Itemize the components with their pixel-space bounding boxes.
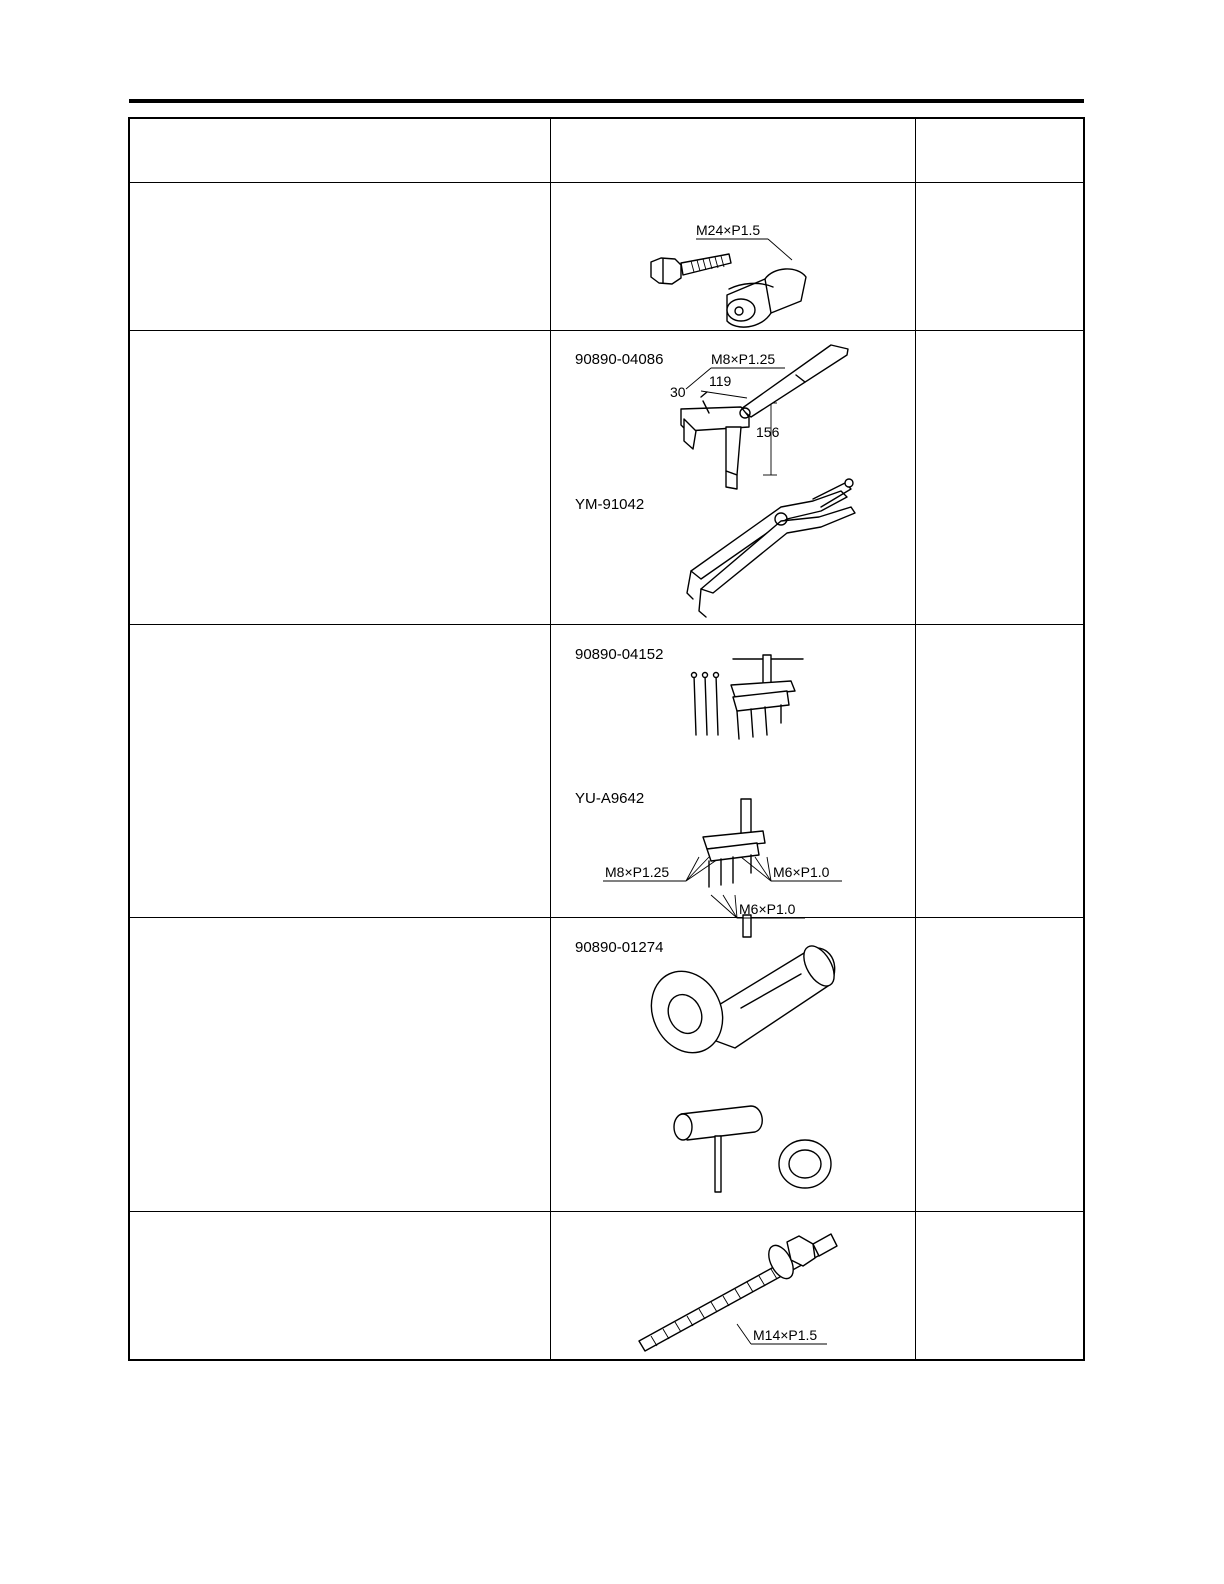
small-puller-illustration [551,779,916,917]
tool-1-illustration-cell [551,183,916,330]
tool-4-part-number: 90890-01274 [575,939,664,956]
special-tools-table [128,117,1085,1361]
tool-3-part-number: 90890-04152 [575,646,664,663]
tool-3-callout-thread-c: M6×P1.0 [739,901,796,917]
installer-illustration [551,918,916,1211]
tool-5-illustration-cell [551,1212,916,1361]
tool-2-callout-dim-119: 119 [709,373,732,389]
tool-4-illustration-cell [551,918,916,1211]
tool-2-part-number-us: YM-91042 [575,496,645,513]
tool-3-callout-thread-a: M8×P1.25 [605,864,670,880]
tool-2-callout-dim-30: 30 [670,384,686,400]
tool-3-part-number-us: YU-A9642 [575,790,645,807]
header-rule [129,99,1084,103]
tool-5-callout-thread: M14×P1.5 [753,1327,818,1343]
threaded-rod-illustration [551,1212,916,1361]
tool-3-small-puller-cell [551,779,916,917]
tool-2-part-number: 90890-04086 [575,351,664,368]
sheave-holder-illustration [551,331,916,624]
tool-3-callout-thread-b: M6×P1.0 [773,864,830,880]
tool-1-callout-thread: M24×P1.5 [696,222,761,238]
tool-2-callout-thread: M8×P1.25 [711,351,776,367]
tool-2-callout-dim-156: 156 [756,424,780,440]
tool-2-illustration-cell [551,331,916,624]
bolt-and-collar-illustration [551,183,916,330]
